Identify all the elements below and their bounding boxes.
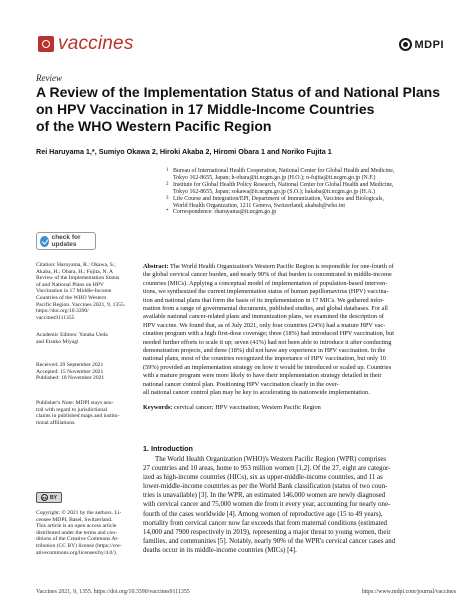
intro-line: The World Health Organization (WHO)'s Western Pacific Region (WPR) comprises — [155, 456, 387, 463]
intro-line: mortality from cervical cancer now far exceeds that from maternal conditions (estimated — [143, 519, 387, 527]
publisher-note-line: claims in published maps and institu- — [36, 413, 120, 420]
affiliation-number: * — [166, 209, 169, 215]
journal-logo-icon — [38, 36, 54, 52]
copyright-line: ditions of the Creative Commons At- — [36, 536, 119, 543]
citation-line: Citation: Haruyama, R.; Okawa, S.; — [36, 262, 116, 268]
abstract-line: national cancer control plan. Positioning HPV vaccination clearly in the over- — [143, 380, 339, 388]
article-type: Review — [36, 73, 62, 83]
abstract-line: available national cancer-related plans and immunization plans, we examined the description of — [143, 313, 384, 321]
intro-line: 14,000 and 7900 respectively in 2019), representing a major threat to young women, their — [143, 528, 391, 536]
affiliation-row — [166, 175, 456, 182]
abstract-line: tions, we synthesized the current implementation status of human papillomavirus (HPV) vaccina- — [143, 288, 389, 296]
abstract-line: countries (MICs). Applying a conceptual model of implementation of population-based interven- — [143, 279, 388, 287]
cc-icon: cc — [42, 495, 47, 500]
abstract-line: (59%) provided an implementation strategy on how it would be introduced or scaled up. Countries — [143, 363, 392, 371]
affiliation-row — [166, 168, 456, 175]
check-icon — [40, 236, 49, 247]
mdpi-logo-icon — [399, 38, 412, 51]
affiliation-row — [166, 203, 456, 210]
abstract-line: the global cervical cancer burden, and nearly 90% of that burden is concentrated in middle-income — [143, 271, 392, 279]
published-date: Published: 18 November 2021 — [36, 375, 105, 382]
citation-line: Vaccination in 17 Middle-Income — [36, 288, 112, 295]
keywords-label: Keywords: — [143, 404, 173, 411]
abstract-line: with a mature program were more likely to have their implementation strategy detailed in their — [143, 372, 382, 380]
intro-line: fourth of the cases worldwide [4]. Among women of reproductive age (15 to 49 years), — [143, 510, 383, 518]
abstract — [143, 263, 459, 398]
citation-doi-link[interactable]: vaccines9111355 — [36, 314, 75, 321]
academic-editors — [36, 332, 128, 345]
affiliation-row — [166, 182, 456, 189]
abstract-line: tion and national plans that form the basis of its implementation in 17 MICs. We gathered infor- — [143, 296, 385, 304]
abstract-label: Abstract: — [143, 263, 169, 270]
cc-by-label: BY — [50, 494, 57, 501]
author-list: Rei Haruyama 1,*, Sumiyo Okawa 2, Hiroki Akaba 2, Hiromi Obara 1 and Noriko Fujita 1 — [36, 147, 332, 156]
editors-line: Academic Editors: Yutaka Ueda — [36, 332, 108, 338]
citation-line: Review of the Implementation Status — [36, 275, 120, 282]
copyright-line: Copyright: © 2021 by the authors. Li- — [36, 510, 122, 516]
affiliation-text: Tokyo 162-8655, Japan; h-obara@it.ncgm.go.jp (H.O.); n-fujita@it.ncgm.go.jp (N.F.) — [173, 174, 376, 181]
copyright-block — [36, 510, 128, 556]
keywords-text: cervical cancer; HPV vaccination; Western Pacific Region — [173, 404, 321, 411]
citation-line: Countries of the WHO Western — [36, 294, 107, 301]
publication-dates — [36, 362, 128, 382]
citation-doi-link[interactable]: https://doi.org/10.3390/ — [36, 308, 89, 315]
affiliation-number: 2 — [166, 181, 169, 187]
intro-line: lower-middle-income countries as per the World Bank classification (status of two coun- — [143, 483, 388, 491]
intro-line: ized as high-income countries (HICs), six as upper-middle-income countries, and 11 as — [143, 474, 383, 482]
affiliation-number: 3 — [166, 195, 169, 201]
citation-line: Pacific Region. Vaccines 2021, 9, 1355. — [36, 301, 126, 308]
publisher-note — [36, 400, 128, 426]
article-title — [36, 84, 456, 135]
citation-line: Akaba, H.; Obara, H.; Fujita, N. A — [36, 268, 114, 275]
abstract-line: needed further efforts to scale it up; seven (41%) had not been able to introduce it after conducting — [143, 338, 392, 346]
title-line: on HPV Vaccination in 17 Middle-Income Countries — [36, 101, 375, 117]
journal-name[interactable]: vaccines — [58, 33, 134, 54]
keywords — [143, 404, 321, 411]
citation-line: of and National Plans on HPV — [36, 281, 104, 288]
received-date: Received: 29 September 2021 — [36, 362, 104, 368]
abstract-line: all national cancer control plan may be key to accelerating its nationwide implementation. — [143, 389, 370, 397]
accepted-date: Accepted: 15 November 2021 — [36, 368, 104, 375]
affiliation-number: 1 — [166, 168, 169, 173]
copyright-license-link[interactable]: ativecommons.org/licenses/by/4.0/). — [36, 549, 118, 556]
copyright-line: censee MDPI, Basel, Switzerland. — [36, 516, 113, 523]
citation-block — [36, 262, 128, 321]
copyright-line: This article is an open access article — [36, 523, 117, 530]
footer-citation-link[interactable]: Vaccines 2021, 9, 1355. https://doi.org/10.3390/vaccines9111355 — [36, 589, 190, 595]
copyright-line: distributed under the terms and con- — [36, 529, 117, 536]
intro-line: with cervical cancer and 75,000 women die from it every year, accounting for nearly one- — [143, 501, 391, 509]
abstract-line: cination program with a high first-dose coverage; three (18%) had introduced HPV vaccination, but — [143, 330, 394, 338]
affiliation-text: Life Course and Integration/EPI, Department of Immunization, Vaccines and Biologicals, — [173, 195, 384, 202]
publisher-logo[interactable] — [399, 38, 445, 51]
affiliation-row — [166, 196, 456, 203]
publisher-note-line: Publisher's Note: MDPI stays neu- — [36, 400, 114, 406]
abstract-line: demonstration projects, and three (18%) did not have any experience in HPV vaccination. In the — [143, 347, 386, 355]
introduction-body — [143, 455, 459, 555]
abstract-line: mation from a range of governmental documents, published studies, and global databases. For all — [143, 305, 388, 313]
section-heading: 1. Introduction — [143, 444, 193, 453]
title-line: of the WHO Western Pacific Region — [36, 118, 272, 134]
affiliation-text: Bureau of International Health Cooperation, National Center for Global Health and Medicine, — [173, 168, 395, 174]
copyright-license-link[interactable]: tribution (CC BY) license (https://cre- — [36, 542, 122, 549]
check-for-updates-label: check for updates — [51, 234, 81, 248]
intro-line: deaths occur in its middle-income countries (MICs) [4]. — [143, 546, 297, 554]
cc-license-badge[interactable] — [36, 492, 62, 503]
check-for-updates-button[interactable] — [36, 232, 96, 250]
intro-line: 27 countries and 10 areas, home to 953 million women [1,2]. Of the 27, eight are categor- — [143, 465, 391, 473]
abstract-line — [143, 263, 459, 271]
abstract-line: HPV vaccine. We found that, as of July 2021, only four countries (24%) had a mature HPV vac- — [143, 321, 386, 329]
title-line: A Review of the Implementation Status of and National Plans — [36, 84, 440, 100]
affiliations — [166, 168, 456, 216]
intro-line: tries is unavailable) [3]. In the WPR, an estimated 146,000 women are newly diagnosed — [143, 492, 386, 500]
abstract-line: national plans, most of the countries recognized the importance of HPV vaccination, but only 10 — [143, 355, 386, 363]
footer-journal-link[interactable]: https://www.mdpi.com/journal/vaccines — [361, 589, 456, 595]
intro-line: families, and communities [5]. Notably, nearly 90% of the WPR's cervical cancer cases and — [143, 537, 396, 545]
publisher-name: MDPI — [414, 38, 444, 51]
abstract-text: The World Health Organization's Western Pacific Region is responsible for one-fourth of — [170, 263, 394, 270]
affiliation-row — [166, 189, 456, 196]
publisher-note-line: tral with regard to jurisdictional — [36, 406, 108, 413]
correspondence-email[interactable]: Correspondence: rharuyama@it.ncgm.go.jp — [173, 209, 277, 216]
editors-line: and Etsuko Miyagi — [36, 338, 79, 345]
affiliation-text: Institute for Global Health Policy Research, National Center for Global Health and Medicine, — [173, 181, 394, 188]
publisher-note-line: tional affiliations. — [36, 419, 76, 426]
affiliation-text: Tokyo 162-8655, Japan; sokawa@it.ncgm.go.jp (S.O.); hakaba@it.ncgm.go.jp (H.A.) — [173, 188, 376, 195]
correspondence-row[interactable] — [166, 209, 456, 216]
affiliation-text: World Health Organization, 1211 Geneva, Switzerland; akabah@who.int — [173, 202, 345, 209]
